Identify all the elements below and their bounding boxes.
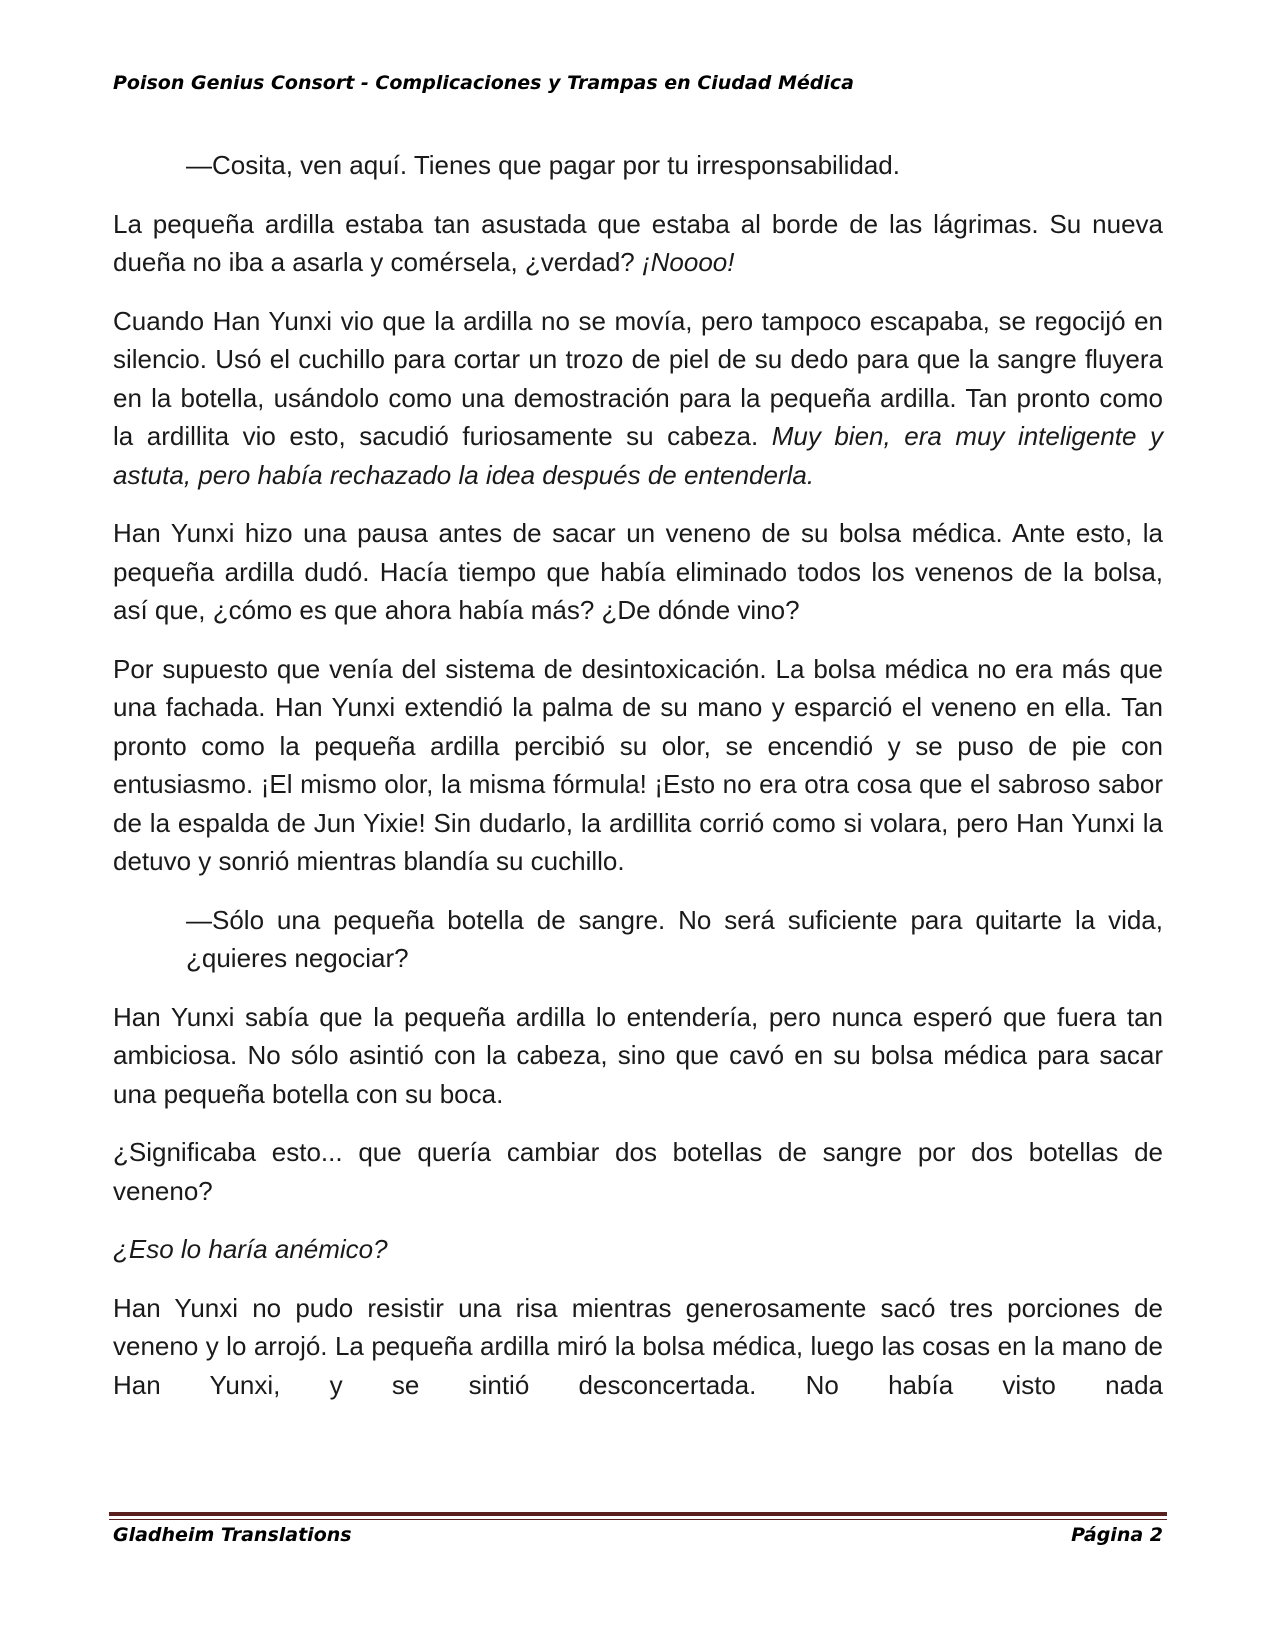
- paragraph-3: [113, 302, 1163, 495]
- paragraph-2-italic: ¡Noooo!: [641, 247, 735, 277]
- paragraph-7-text: Han Yunxi sabía que la pequeña ardilla lo entendería, pero nunca esperó que fuera tan ambiciosa. No sólo asintió con la cabeza, sino que cavó en su bolsa médica para sacar una pequeña botella con su boca.: [113, 1001, 1163, 1109]
- page-header-title: Poison Genius Consort - Complicaciones y Trampas en Ciudad Médica: [113, 72, 854, 94]
- paragraph-8: [113, 1133, 1163, 1210]
- paragraph-7: [113, 998, 1163, 1114]
- paragraph-9-italic: ¿Eso lo haría anémico?: [113, 1234, 388, 1264]
- paragraph-10-text: Han Yunxi no pudo resistir una risa mientras generosamente sacó tres porciones de veneno y lo arrojó. La pequeña ardilla miró la bolsa médica, luego las cosas en la mano de Han Yunxi, y se sintió desconcertada. No había visto nada: [113, 1292, 1163, 1400]
- paragraph-4-text: Han Yunxi hizo una pausa antes de sacar un veneno de su bolsa médica. Ante esto, la pequeña ardilla dudó. Hacía tiempo que había eliminado todos los venenos de la bolsa, así que, ¿cómo es que ahora había más? ¿De dónde vino?: [113, 518, 1163, 625]
- paragraph-6-text: —Sólo una pequeña botella de sangre. No será suficiente para quitarte la vida, ¿quieres negociar?: [186, 904, 1163, 973]
- paragraph-6: [113, 901, 1163, 978]
- paragraph-1: [113, 146, 1163, 185]
- footer-page-number: Página 2: [1071, 1524, 1163, 1546]
- footer-translator: Gladheim Translations: [113, 1524, 352, 1546]
- paragraph-2: [113, 205, 1163, 282]
- paragraph-2-text: La pequeña ardilla estaba tan asustada que estaba al borde de las lágrimas. Su nueva dueña no iba a asarla y comérsela, ¿verdad?: [113, 208, 1163, 277]
- paragraph-5: [113, 650, 1163, 881]
- document-body: [113, 146, 1163, 1424]
- footer-divider-thin: [109, 1519, 1167, 1520]
- paragraph-10: [113, 1289, 1163, 1405]
- paragraph-3-text: Cuando Han Yunxi vio que la ardilla no se movía, pero tampoco escapaba, se regocijó en silencio. Usó el cuchillo para cortar un trozo de piel de su dedo para que la sangre fluyera en la botella, usándolo como una demostración para la pequeña ardilla. Tan pronto como la ardillita vio esto, sacudió furiosamente su cabeza.: [113, 305, 1163, 451]
- paragraph-4: [113, 514, 1163, 630]
- paragraph-8-text: ¿Significaba esto... que quería cambiar dos botellas de sangre por dos botellas de veneno?: [113, 1137, 1163, 1206]
- paragraph-3-italic: Muy bien, era muy inteligente y astuta, pero había rechazado la idea después de entenderla.: [113, 421, 1163, 490]
- paragraph-5-text: Por supuesto que venía del sistema de desintoxicación. La bolsa médica no era más que una fachada. Han Yunxi extendió la palma de su mano y esparció el veneno en ella. Tan pronto como la pequeña ardilla percibió su olor, se encendió y se puso de pie con entusiasmo. ¡El mismo olor, la misma fórmula! ¡Esto no era otra cosa que el sabroso sabor de la espalda de Jun Yixie! Sin dudarlo, la ardillita corrió como si volara, pero Han Yunxi la detuvo y sonrió mientras blandía su cuchillo.: [113, 653, 1163, 876]
- footer-divider-thick: [109, 1512, 1167, 1516]
- paragraph-1-text: —Cosita, ven aquí. Tienes que pagar por tu irresponsabilidad.: [186, 150, 900, 180]
- paragraph-9: [113, 1230, 1163, 1269]
